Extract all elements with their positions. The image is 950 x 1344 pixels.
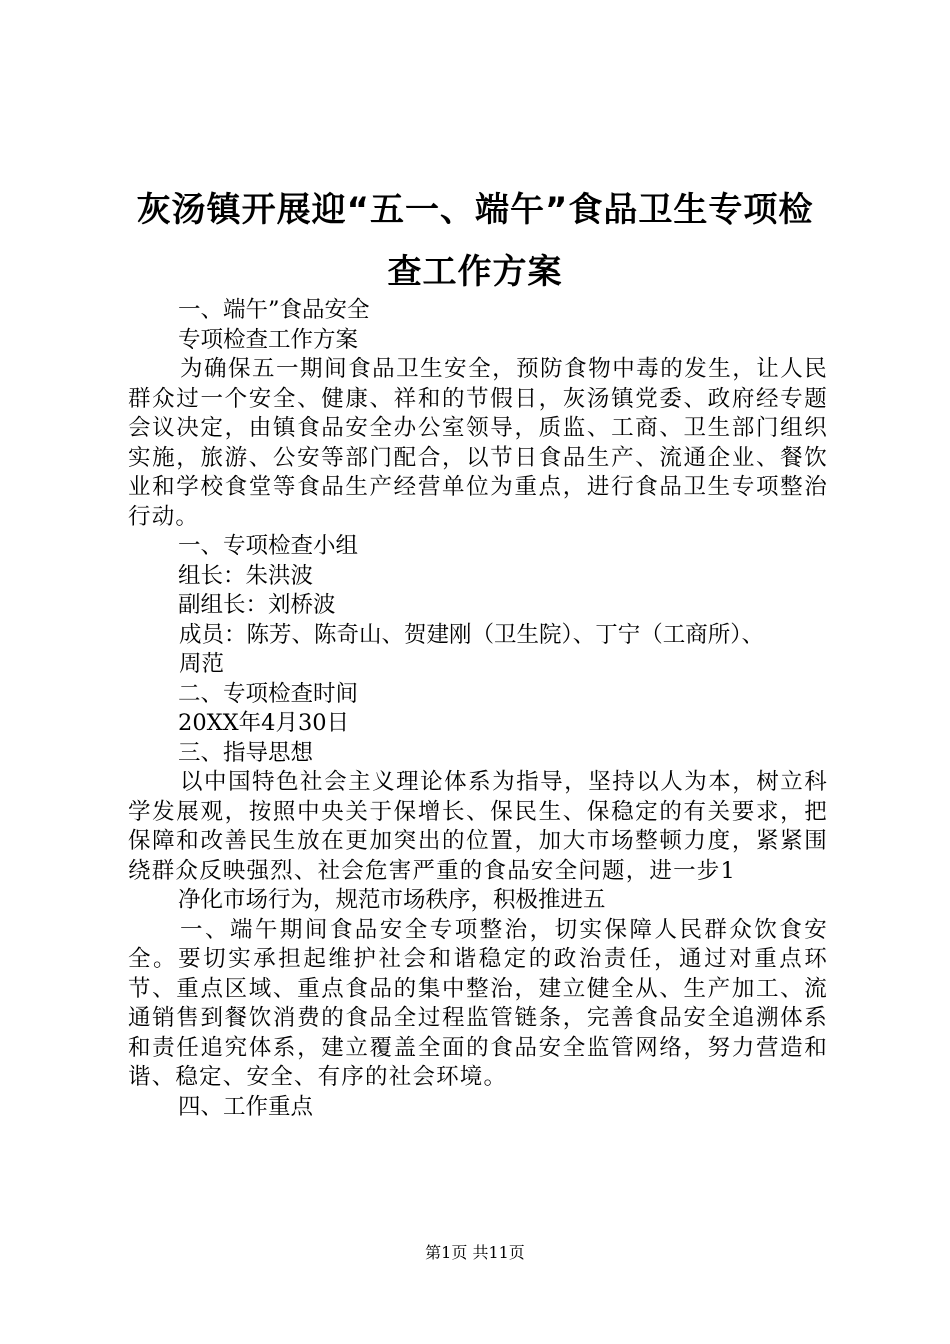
section-heading-guidance: 三、指导思想 bbox=[178, 739, 314, 766]
subheading: 专项检查工作方案 bbox=[178, 326, 359, 353]
guidance-paragraph: 以中国特色社会主义理论体系为指导，坚持以人为本，树立科学发展观，按照中央关于保增长、保民生、保稳定的有关要求，把保障和改善民生放在更加突出的位置，加大市场整顿力度，紧紧围绕群众反映强烈、社会危害严重的食品安全问题，进一步1 bbox=[128, 769, 828, 884]
intro-paragraph: 为确保五一期间食品卫生安全，预防食物中毒的发生，让人民群众过一个安全、健康、祥和的节假日，灰汤镇党委、政府经专题会议决定，由镇食品安全办公室领导，质监、工商、卫生部门组织实施，旅游、公安等部门配合，以节日食品生产、流通企业、餐饮业和学校食堂等食品生产经营单位为重点，进行食品卫生专项整治行动。 bbox=[128, 356, 828, 530]
document-body bbox=[128, 296, 828, 1122]
continuation-line: 净化市场行为，规范市场秩序，积极推进五 bbox=[178, 887, 606, 913]
section-heading-time: 二、专项检查时间 bbox=[178, 680, 359, 707]
deputy-leader: 副组长：刘桥波 bbox=[178, 592, 336, 618]
document-title-line-2: 查工作方案 bbox=[387, 252, 563, 292]
section-heading-focus: 四、工作重点 bbox=[178, 1093, 314, 1120]
group-members: 成员：陈芳、陈奇山、贺建刚（卫生院）、丁宁（工商所）、周范 bbox=[179, 621, 765, 677]
inspection-date: 20XX年4月30日 bbox=[178, 710, 350, 736]
page-footer: 第1页 共11页 bbox=[425, 1243, 525, 1262]
group-leader: 组长：朱洪波 bbox=[178, 562, 314, 589]
section-heading: 一、端午”食品安全 bbox=[178, 297, 370, 323]
section-heading-group: 一、专项检查小组 bbox=[178, 533, 359, 559]
rectification-paragraph: 一、端午期间食品安全专项整治，切实保障人民群众饮食安全。要切实承担起维护社会和谐稳定的政治责任，通过对重点环节、重点区域、重点食品的集中整治，建立健全从、生产加工、流通销售到餐饮消费的食品全过程监管链条，完善食品安全追溯体系和责任追究体系，建立覆盖全面的食品安全监管网络，努力营造和谐、稳定、安全、有序的社会环境。 bbox=[128, 916, 828, 1090]
document-title-line-1: 灰汤镇开展迎“五一、端午”食品卫生专项检 bbox=[136, 190, 814, 230]
